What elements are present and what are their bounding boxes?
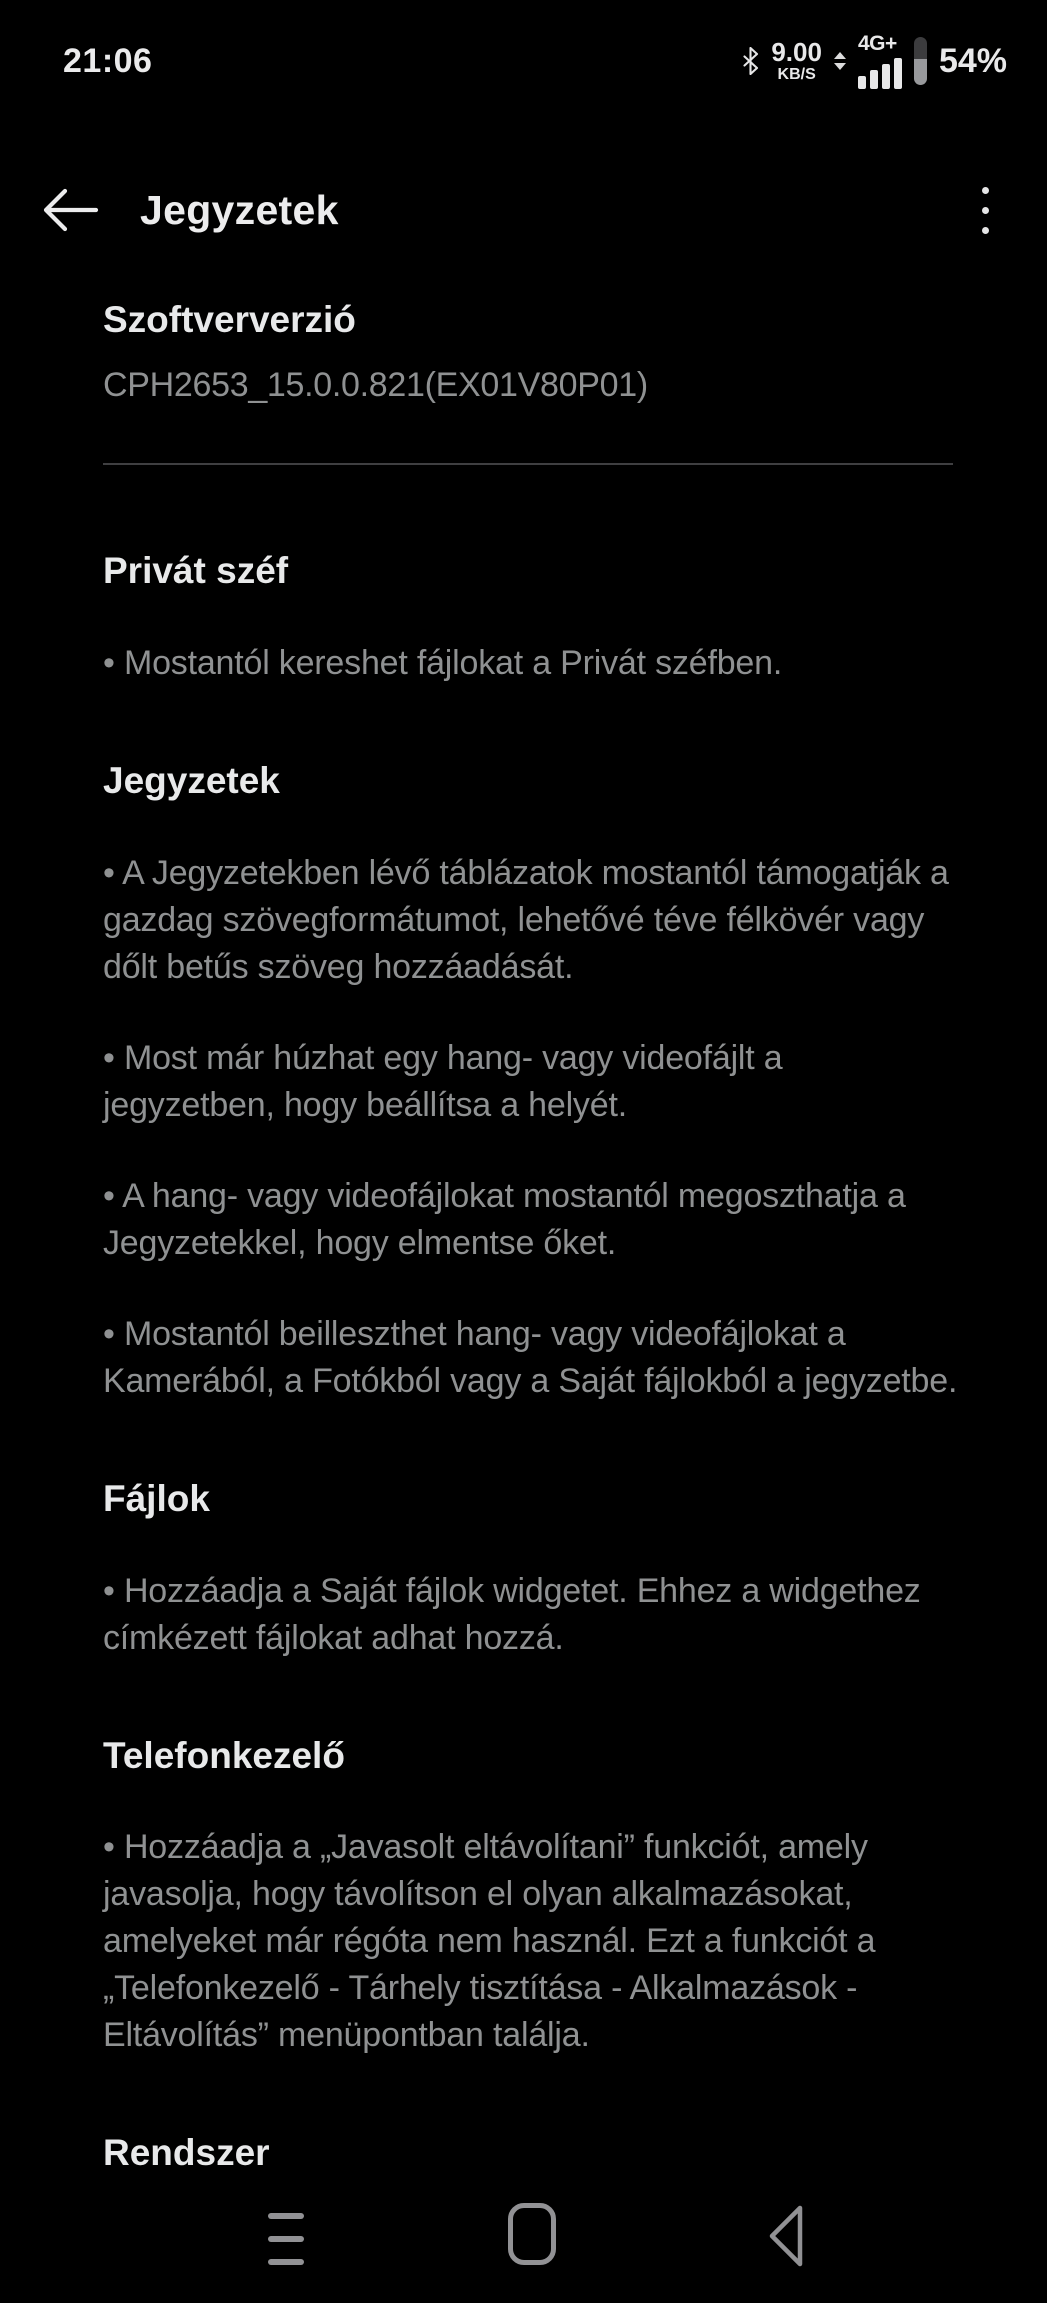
bluetooth-icon bbox=[742, 47, 759, 75]
section-heading-files: Fájlok bbox=[103, 1477, 210, 1519]
battery-icon bbox=[914, 37, 927, 85]
bullet-item: • Mostantól beilleszthet hang- vagy videofájlokat a Kamerából, a Fotókból vagy a Saját fájlokból a jegyzetbe. bbox=[103, 1314, 958, 1400]
nav-back-icon bbox=[766, 2203, 806, 2269]
recents-icon bbox=[268, 2213, 304, 2219]
network-type-label: 4G+ bbox=[857, 32, 897, 55]
bullet-item: • Hozzáadja a Saját fájlok widgetet. Ehhez a widgethez címkézett fájlokat adhat hozzá. bbox=[103, 1571, 921, 1657]
network-speed bbox=[771, 39, 822, 83]
network-speed-value: 9.00 bbox=[771, 37, 822, 67]
bullet-item: • A Jegyzetekben lévő táblázatok mostantól támogatják a gazdag szövegformátumot, lehetővé téve félkövér vagy dőlt betűs szöveg hozzáadását. bbox=[103, 853, 949, 986]
status-icons bbox=[742, 33, 1007, 89]
release-notes-scroll-area[interactable] bbox=[103, 300, 963, 2174]
navigation-bar bbox=[0, 2175, 1047, 2303]
signal-bars-icon bbox=[858, 57, 902, 89]
home-button[interactable] bbox=[508, 2203, 556, 2265]
bullet-item: • A hang- vagy videofájlokat mostantól megoszthatja a Jegyzetekkel, hogy elmentse őket. bbox=[103, 1176, 906, 1262]
back-arrow-icon bbox=[40, 187, 100, 233]
software-version-value: CPH2653_15.0.0.821(EX01V80P01) bbox=[103, 365, 648, 404]
software-version-heading: Szoftververzió bbox=[103, 299, 356, 340]
network-speed-unit: KB/S bbox=[777, 66, 816, 83]
cellular-signal bbox=[858, 33, 902, 89]
kebab-dot bbox=[982, 207, 989, 214]
recents-button[interactable] bbox=[262, 2207, 310, 2271]
bullet-item: • Hozzáadja a „Javasolt eltávolítani” funkciót, amely javasolja, hogy távolítson el olyan alkalmazásokat, amelyeket már régóta nem használ. Ezt a funkciót a „Telefonkezelő - Tárhely tisztítása - Alkalmazások - Eltávolítás” menüpontban találja. bbox=[103, 1828, 876, 2055]
status-bar bbox=[0, 0, 1047, 112]
bullet-item: • Most már húzhat egy hang- vagy videofájlt a jegyzetben, hogy beállítsa a helyét. bbox=[103, 1038, 783, 1124]
kebab-dot bbox=[982, 227, 989, 234]
bullet-item: • Mostantól kereshet fájlokat a Privát széfben. bbox=[103, 644, 783, 683]
app-header bbox=[0, 158, 1047, 262]
page-title: Jegyzetek bbox=[140, 186, 339, 233]
section-heading-phone-manager: Telefonkezelő bbox=[103, 1734, 345, 1776]
section-heading-system: Rendszer bbox=[103, 2132, 270, 2174]
divider bbox=[103, 463, 953, 465]
data-activity-icon bbox=[834, 52, 846, 70]
clock: 21:06 bbox=[63, 41, 153, 80]
nav-back-button[interactable] bbox=[766, 2203, 806, 2274]
battery-percent: 54% bbox=[938, 41, 1007, 80]
section-heading-notes: Jegyzetek bbox=[103, 760, 280, 802]
section-heading-private-safe: Privát széf bbox=[103, 550, 289, 592]
more-options-button[interactable] bbox=[976, 181, 995, 240]
back-button[interactable] bbox=[40, 180, 110, 240]
kebab-dot bbox=[982, 187, 989, 194]
